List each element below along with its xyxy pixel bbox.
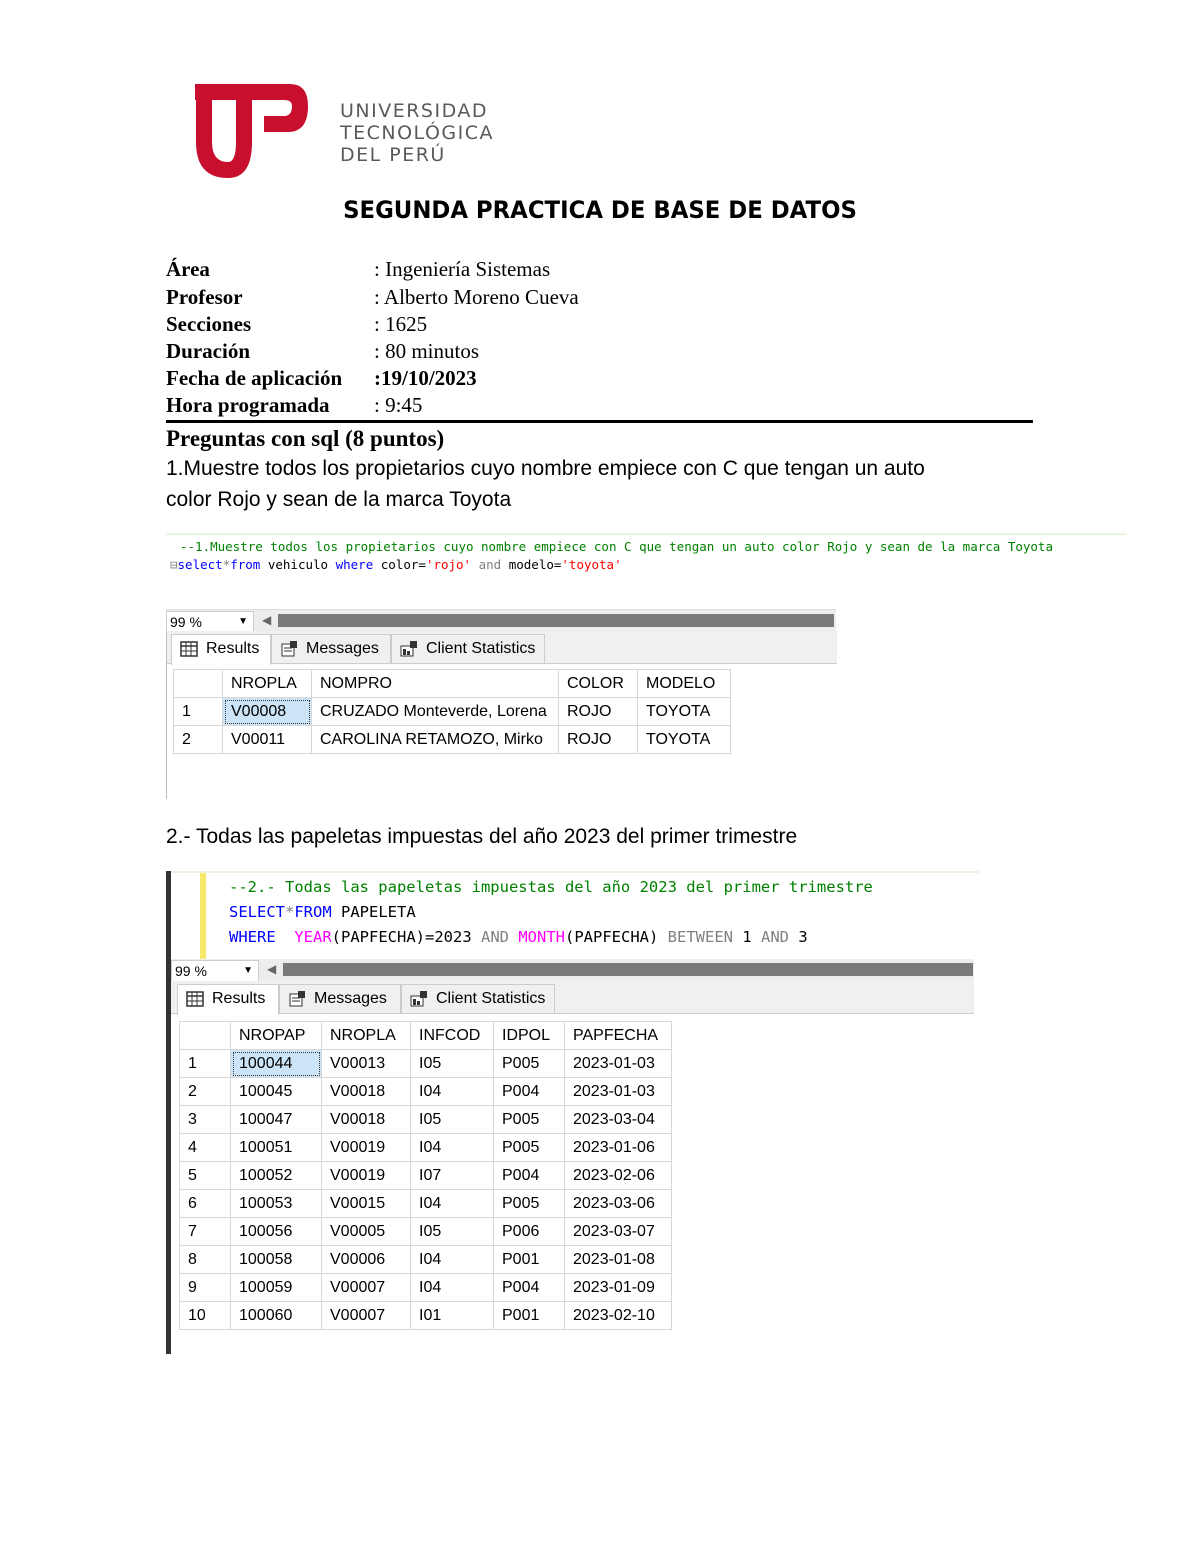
q2-code-editor (166, 871, 979, 961)
header-row (174, 670, 731, 698)
table-cell[interactable]: V00007 (322, 1302, 411, 1330)
table-cell[interactable]: P005 (494, 1050, 565, 1078)
table-row[interactable] (180, 1106, 672, 1134)
q2-zoom-bar (171, 959, 974, 981)
table-cell[interactable]: 100060 (231, 1302, 322, 1330)
q1-code-query (170, 556, 622, 574)
zoom-select[interactable] (171, 960, 259, 982)
q2-results-grid (179, 1021, 672, 1330)
code-token: PAPELETA (331, 903, 416, 921)
code-token: 3 (788, 928, 808, 946)
info-value: : 9:45 (374, 393, 423, 417)
column-header[interactable]: PAPFECHA (565, 1022, 672, 1050)
table-cell[interactable]: P005 (494, 1106, 565, 1134)
table-cell[interactable]: ROJO (559, 726, 638, 754)
info-label: Fecha de aplicación (166, 366, 343, 390)
table-cell[interactable]: 100044 (231, 1050, 322, 1078)
table-row[interactable] (180, 1050, 672, 1078)
table-row[interactable] (174, 698, 731, 726)
table-cell[interactable]: I07 (411, 1162, 494, 1190)
table-row[interactable] (180, 1162, 672, 1190)
row-number: 7 (180, 1218, 231, 1246)
table-cell[interactable]: CRUZADO Monteverde, Lorena (312, 698, 559, 726)
table-row[interactable] (180, 1078, 672, 1106)
row-number: 1 (174, 698, 223, 726)
table-cell[interactable]: 2023-01-03 (565, 1050, 672, 1078)
table-row[interactable] (180, 1302, 672, 1330)
table-cell[interactable]: P001 (494, 1302, 565, 1330)
info-label: Profesor (166, 285, 243, 309)
chevron-down-icon: ▼ (243, 965, 253, 976)
grid-icon (180, 641, 198, 657)
column-header[interactable]: NROPLA (223, 670, 312, 698)
q2-code-comment: --2.- Todas las papeletas impuestas del año 2023 del primer trimestre (229, 878, 873, 896)
table-cell[interactable]: 100059 (231, 1274, 322, 1302)
questions-heading: Preguntas con sql (8 puntos) (166, 426, 445, 451)
statistics-icon (410, 991, 428, 1007)
table-cell[interactable]: 100058 (231, 1246, 322, 1274)
code-token: 'toyota' (561, 557, 622, 572)
info-label: Hora programada (166, 393, 330, 417)
grid-icon (186, 991, 204, 1007)
zoom-value: 99 % (175, 963, 207, 979)
code-token: YEAR (294, 928, 332, 946)
column-header[interactable]: NOMPRO (312, 670, 559, 698)
table-cell[interactable]: P004 (494, 1162, 565, 1190)
table-cell[interactable]: 2023-01-09 (565, 1274, 672, 1302)
table-cell[interactable]: TOYOTA (638, 698, 731, 726)
table-cell[interactable]: I05 (411, 1218, 494, 1246)
q2-text-line-1: 2.- Todas las papeletas impuestas del año 2023 del primer trimestre (166, 825, 798, 848)
scroll-left-icon[interactable]: ◀ (262, 613, 272, 627)
column-header[interactable]: IDPOL (494, 1022, 565, 1050)
utp-logo-mark (192, 80, 317, 185)
tab-client-statistics[interactable] (401, 984, 555, 1013)
utp-logo (192, 80, 492, 185)
code-token: 'rojo' (425, 557, 472, 572)
table-cell[interactable]: V00019 (322, 1134, 411, 1162)
row-number: 5 (180, 1162, 231, 1190)
code-token: vehiculo (260, 557, 336, 572)
chevron-down-icon: ▼ (238, 616, 248, 627)
table-cell[interactable]: 100051 (231, 1134, 322, 1162)
table-cell[interactable]: P006 (494, 1218, 565, 1246)
tab-label: Client Statistics (426, 640, 536, 657)
info-value: : Alberto Moreno Cueva (374, 285, 579, 309)
row-number: 1 (180, 1050, 231, 1078)
tab-label: Messages (314, 990, 387, 1007)
table-row[interactable] (180, 1246, 672, 1274)
logo-line-3: DEL PERÚ (340, 144, 446, 166)
table-cell[interactable]: 100053 (231, 1190, 322, 1218)
table-cell[interactable]: I01 (411, 1302, 494, 1330)
row-number: 8 (180, 1246, 231, 1274)
table-cell[interactable]: 2023-01-06 (565, 1134, 672, 1162)
table-cell[interactable]: I05 (411, 1106, 494, 1134)
divider (166, 420, 1033, 423)
q1-results-grid (173, 669, 731, 754)
q2-code-select (229, 900, 416, 925)
row-number: 2 (180, 1078, 231, 1106)
table-cell[interactable]: 100045 (231, 1078, 322, 1106)
info-value: :19/10/2023 (374, 366, 477, 390)
scroll-left-icon[interactable]: ◀ (267, 962, 277, 976)
code-token: select (177, 557, 223, 572)
collapse-icon[interactable]: ⊟ (170, 557, 178, 572)
table-cell[interactable]: P004 (494, 1078, 565, 1106)
table-row[interactable] (180, 1134, 672, 1162)
info-value: : 80 minutos (374, 339, 480, 363)
row-number: 4 (180, 1134, 231, 1162)
zoom-select[interactable] (166, 611, 254, 633)
table-row[interactable] (174, 726, 731, 754)
table-cell[interactable]: V00011 (223, 726, 312, 754)
code-token: from (230, 557, 261, 572)
row-number: 2 (174, 726, 223, 754)
row-number: 9 (180, 1274, 231, 1302)
table-row[interactable] (180, 1218, 672, 1246)
table-cell[interactable]: P005 (494, 1134, 565, 1162)
info-label: Duración (166, 339, 250, 363)
table-cell[interactable]: 2023-03-06 (565, 1190, 672, 1218)
table-cell[interactable]: V00006 (322, 1246, 411, 1274)
q2-screenshot (166, 871, 974, 1354)
row-number: 3 (180, 1106, 231, 1134)
row-number-header (174, 670, 223, 698)
messages-icon (288, 991, 306, 1007)
horizontal-scrollbar[interactable] (278, 614, 834, 627)
q2-code-where (229, 925, 808, 950)
code-token: (PAPFECHA) (565, 928, 668, 946)
statistics-icon (400, 641, 418, 657)
table-cell[interactable]: V00005 (322, 1218, 411, 1246)
logo-line-1: UNIVERSIDAD (340, 100, 489, 122)
column-header[interactable]: NROPAP (231, 1022, 322, 1050)
zoom-value: 99 % (170, 614, 202, 630)
code-token: FROM (294, 903, 332, 921)
change-marker (200, 873, 206, 961)
table-row[interactable] (180, 1274, 672, 1302)
table-cell[interactable]: V00018 (322, 1078, 411, 1106)
info-label: Secciones (166, 312, 252, 336)
table-cell[interactable]: ROJO (559, 698, 638, 726)
code-token: AND (760, 928, 789, 946)
table-cell[interactable]: CAROLINA RETAMOZO, Mirko (312, 726, 559, 754)
table-cell[interactable]: I04 (411, 1190, 494, 1218)
row-number-header (180, 1022, 231, 1050)
tab-results[interactable] (177, 984, 279, 1015)
table-cell[interactable]: 2023-02-10 (565, 1302, 672, 1330)
tab-label: Client Statistics (436, 990, 546, 1007)
table-cell[interactable]: V00008 (223, 698, 312, 726)
table-cell[interactable]: 100052 (231, 1162, 322, 1190)
tab-label: Results (212, 990, 266, 1007)
code-token: 1 (732, 928, 761, 946)
table-cell[interactable]: I04 (411, 1078, 494, 1106)
info-value: : Ingeniería Sistemas (374, 257, 551, 281)
horizontal-scrollbar[interactable] (283, 963, 973, 976)
row-number: 10 (180, 1302, 231, 1330)
table-cell[interactable]: 2023-03-07 (565, 1218, 672, 1246)
page-title: SEGUNDA PRACTICA DE BASE DE DATOS (343, 196, 857, 224)
code-token: * (285, 903, 295, 921)
column-header[interactable]: MODELO (638, 670, 731, 698)
table-cell[interactable]: 2023-03-04 (565, 1106, 672, 1134)
code-token: BETWEEN (667, 928, 733, 946)
table-cell[interactable]: I04 (411, 1134, 494, 1162)
editor-left-border (166, 871, 171, 1354)
table-cell[interactable]: 100056 (231, 1218, 322, 1246)
table-cell[interactable]: V00019 (322, 1162, 411, 1190)
q1-results-tabbar (167, 631, 837, 664)
tab-results[interactable] (171, 634, 271, 665)
header-row (180, 1022, 672, 1050)
tab-label: Messages (306, 640, 379, 657)
q1-zoom-bar (166, 609, 836, 632)
table-cell[interactable]: V00018 (322, 1106, 411, 1134)
code-token: color= (373, 557, 426, 572)
tab-messages[interactable] (271, 634, 391, 663)
table-row[interactable] (180, 1190, 672, 1218)
column-header[interactable]: COLOR (559, 670, 638, 698)
q1-code-editor (166, 533, 1126, 583)
code-token: and (471, 557, 509, 572)
code-token: MONTH (518, 928, 565, 946)
code-token: modelo= (508, 557, 562, 572)
table-cell[interactable]: 2023-01-08 (565, 1246, 672, 1274)
logo-line-2: TECNOLÓGICA (340, 122, 494, 144)
table-cell[interactable]: I05 (411, 1050, 494, 1078)
info-label: Área (166, 257, 210, 281)
messages-icon (280, 641, 298, 657)
table-cell[interactable]: 100047 (231, 1106, 322, 1134)
table-cell[interactable]: P005 (494, 1190, 565, 1218)
q1-text-line-1: 1.Muestre todos los propietarios cuyo nombre empiece con C que tengan un auto (166, 457, 925, 480)
table-cell[interactable]: TOYOTA (638, 726, 731, 754)
table-cell[interactable]: 2023-02-06 (565, 1162, 672, 1190)
tab-label: Results (206, 640, 260, 657)
q2-results-panel (171, 981, 974, 1354)
code-token: AND (480, 928, 509, 946)
row-number: 6 (180, 1190, 231, 1218)
q1-screenshot (166, 533, 1126, 803)
table-cell[interactable]: V00015 (322, 1190, 411, 1218)
code-token: * (222, 557, 231, 572)
column-header[interactable]: NROPLA (322, 1022, 411, 1050)
tab-messages[interactable] (279, 984, 401, 1013)
q1-results-panel (166, 631, 837, 799)
table-cell[interactable]: I04 (411, 1246, 494, 1274)
table-cell[interactable]: 2023-01-03 (565, 1078, 672, 1106)
table-cell[interactable]: P004 (494, 1274, 565, 1302)
code-token: where (335, 557, 374, 572)
table-cell[interactable]: V00013 (322, 1050, 411, 1078)
table-cell[interactable]: I04 (411, 1274, 494, 1302)
table-cell[interactable]: V00007 (322, 1274, 411, 1302)
column-header[interactable]: INFCOD (411, 1022, 494, 1050)
q1-text-line-2: color Rojo y sean de la marca Toyota (166, 488, 512, 511)
q2-results-tabbar (171, 981, 974, 1014)
tab-client-statistics[interactable] (391, 634, 545, 663)
code-token: (PAPFECHA)=2023 (331, 928, 481, 946)
q1-code-comment: --1.Muestre todos los propietarios cuyo nombre empiece con C que tengan un auto color Rojo y sean de la marca Toyota (180, 539, 1053, 554)
table-cell[interactable]: P001 (494, 1246, 565, 1274)
code-token: SELECT (229, 903, 285, 921)
info-value: : 1625 (374, 312, 428, 336)
code-token: WHERE (229, 928, 276, 946)
